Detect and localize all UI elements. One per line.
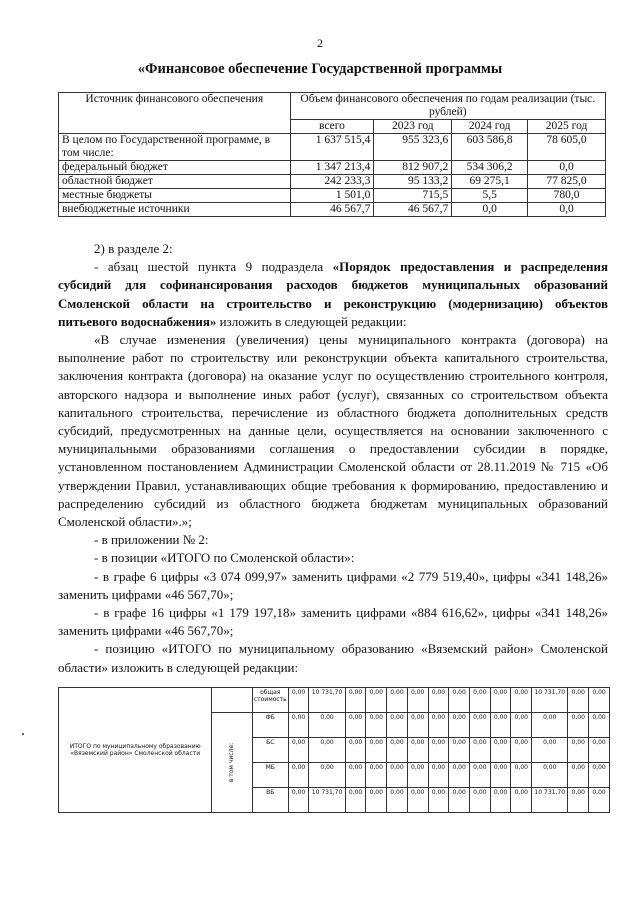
cell-value: 77 825,0 bbox=[528, 175, 606, 189]
table-row bbox=[59, 688, 610, 713]
cell-value: 0,0 bbox=[452, 203, 528, 217]
funding-type: ФБ bbox=[252, 713, 288, 738]
cell-value: 0,00 bbox=[490, 763, 511, 788]
funding-type: МБ bbox=[252, 763, 288, 788]
cell-value: 0,00 bbox=[345, 788, 366, 813]
column-header: всего bbox=[290, 120, 374, 134]
paragraph-new-text: «В случае изменения (увеличения) цены муниципального контракта (договора) на выполнение работ по строительству или реконструкции объекта капитального строительства, заключения контракта (договора) на оказание услуг по осуществлению строительного контроля, авторского надзора и выполнение иных работ (услуг), связанных со строительством объекта капитального строительства, перечисление из областного бюджета дополнительных средств субсидий, предусмотренных на данные цели, осуществляется на основании заключенного с муниципальными образованиями соглашения о предоставлении субсидии в порядке, установленном постановлением Администрации Смоленской области от 28.11.2019 № 715 «Об утверждении Правил, устанавливающих общие требования к формированию, предоставлению и распределению субсидий из областного бюджета бюджетам муниципальных образований Смоленской области».»; bbox=[58, 332, 608, 530]
cell-value: 0,00 bbox=[387, 738, 408, 763]
cell-value: 0,00 bbox=[532, 738, 568, 763]
cell-value: 0,00 bbox=[490, 788, 511, 813]
cell-value: 0,00 bbox=[345, 713, 366, 738]
row-label: ИТОГО по муниципальному образованию «Вяземский район» Смоленской области bbox=[59, 688, 212, 813]
row-label: местные бюджеты bbox=[59, 189, 291, 203]
cell-value: 0,00 bbox=[511, 788, 532, 813]
column-header: 2025 год bbox=[528, 120, 606, 134]
cell-value: 1 637 515,4 bbox=[290, 134, 374, 161]
cell-value: 0,00 bbox=[589, 713, 610, 738]
cell-value: 0,00 bbox=[407, 713, 428, 738]
cell-value: 715,5 bbox=[374, 189, 452, 203]
funding-type: ВБ bbox=[252, 788, 288, 813]
cell-value: 0,00 bbox=[568, 763, 589, 788]
cell-value: 0,00 bbox=[288, 738, 309, 763]
cell-value: 0,00 bbox=[309, 738, 345, 763]
cell-value: 0,00 bbox=[568, 788, 589, 813]
cell-value: 0,00 bbox=[469, 788, 490, 813]
cell-value: 95 133,2 bbox=[374, 175, 452, 189]
paragraph-column-16: - в графе 16 цифры «1 179 197,18» заменить цифрами «884 616,62», цифры «341 148,26» заменить цифрами «46 567,70»; bbox=[58, 605, 608, 639]
cell-value: 0,00 bbox=[309, 763, 345, 788]
cell-value: 0,00 bbox=[288, 763, 309, 788]
amendment-tail: изложить в следующей редакции: bbox=[216, 313, 407, 329]
cell-value: 0,00 bbox=[288, 788, 309, 813]
column-header: 2023 год bbox=[374, 120, 452, 134]
subsection-title: «Порядок предоставления и распределения субсидий для софинансирования расходов бюджетов муниципальных образований Смоленской области на строительство и реконструкцию (модернизацию) объектов питьевого водоснабжения» bbox=[58, 259, 608, 329]
cell-value: 0,00 bbox=[428, 738, 449, 763]
cell-value: 0,00 bbox=[366, 788, 387, 813]
cell-value: 812 907,2 bbox=[374, 161, 452, 175]
cell-value: 0,00 bbox=[532, 713, 568, 738]
column-header: 2024 год bbox=[452, 120, 528, 134]
cell-value: 0,00 bbox=[366, 713, 387, 738]
cell-value: 0,00 bbox=[387, 713, 408, 738]
paragraph-item2: 2) в разделе 2: bbox=[94, 241, 173, 256]
cell-value: 0,00 bbox=[345, 763, 366, 788]
cell-value: 0,00 bbox=[428, 763, 449, 788]
cell-value: 0,00 bbox=[511, 713, 532, 738]
cell-value: 0,00 bbox=[428, 713, 449, 738]
cell-value: 0,00 bbox=[490, 688, 511, 713]
cell-value: 0,00 bbox=[568, 738, 589, 763]
paragraph-column-6: - в графе 6 цифры «3 074 099,97» заменить цифрами «2 779 519,40», цифры «341 148,26» заменить цифрами «46 567,70»; bbox=[58, 568, 608, 602]
cell-value: 0,00 bbox=[288, 713, 309, 738]
cell-value: 0,00 bbox=[309, 713, 345, 738]
cell-value: 78 605,0 bbox=[528, 134, 606, 161]
cell-value: 46 567,7 bbox=[374, 203, 452, 217]
cell-value: 0,00 bbox=[345, 738, 366, 763]
cell-value: 0,00 bbox=[428, 688, 449, 713]
cell-value: 0,00 bbox=[449, 713, 470, 738]
header-source: Источник финансового обеспечения bbox=[59, 93, 291, 134]
cell-value: 0,00 bbox=[387, 788, 408, 813]
cell-value: 0,00 bbox=[407, 738, 428, 763]
row-label: внебюджетные источники bbox=[59, 203, 291, 217]
cell-value: 10 731,70 bbox=[532, 688, 568, 713]
cell-value: 0,00 bbox=[366, 763, 387, 788]
paragraph-position: - в позиции «ИТОГО по Смоленской области»: bbox=[94, 550, 355, 566]
cell-value: 603 586,8 bbox=[452, 134, 528, 161]
cell-value: 0,00 bbox=[511, 688, 532, 713]
row-label: областной бюджет bbox=[59, 175, 291, 189]
cell-value: 0,00 bbox=[449, 788, 470, 813]
cell-value: 5,5 bbox=[452, 189, 528, 203]
cell-value: 0,00 bbox=[532, 763, 568, 788]
cell-value: 0,00 bbox=[568, 713, 589, 738]
cell-value: 1 347 213,4 bbox=[290, 161, 374, 175]
scan-dot bbox=[22, 733, 24, 735]
cell-value: 0,00 bbox=[387, 688, 408, 713]
header-volume: Объем финансового обеспечения по годам реализации (тыс. рублей) bbox=[290, 93, 605, 120]
cell-value: 0,00 bbox=[407, 788, 428, 813]
cell-value: 46 567,7 bbox=[290, 203, 374, 217]
cell-value: 0,00 bbox=[589, 788, 610, 813]
amendment-lead: - абзац шестой пункта 9 подраздела bbox=[94, 259, 333, 275]
cell-value: 955 323,6 bbox=[374, 134, 452, 161]
finance-table bbox=[58, 92, 606, 217]
table-row bbox=[59, 161, 606, 175]
cell-value: 0,0 bbox=[528, 203, 606, 217]
funding-type: БС bbox=[252, 738, 288, 763]
cell-value: 0,00 bbox=[511, 763, 532, 788]
row-label: федеральный бюджет bbox=[59, 161, 291, 175]
cell-value: 10 731,70 bbox=[309, 688, 345, 713]
cell-value: 0,00 bbox=[387, 763, 408, 788]
cell-value: 242 233,3 bbox=[290, 175, 374, 189]
page-number: 2 bbox=[317, 36, 323, 50]
cell-value: 0,00 bbox=[407, 688, 428, 713]
cell-value: 0,00 bbox=[407, 763, 428, 788]
cell-value: 0,0 bbox=[528, 161, 606, 175]
cell-value: 0,00 bbox=[511, 738, 532, 763]
cell-value: 0,00 bbox=[345, 688, 366, 713]
cell-value: 0,00 bbox=[449, 763, 470, 788]
table-row bbox=[59, 189, 606, 203]
funding-type: общая стоимость bbox=[252, 688, 288, 713]
paragraph-amendment bbox=[58, 258, 608, 331]
cell-value: 0,00 bbox=[428, 788, 449, 813]
vyazma-subtable bbox=[58, 687, 610, 813]
cell-value: 0,00 bbox=[366, 688, 387, 713]
cell-value: 1 501,0 bbox=[290, 189, 374, 203]
cell-value: 0,00 bbox=[589, 763, 610, 788]
cell-value: 10 731,70 bbox=[532, 788, 568, 813]
cell-value: 534 306,2 bbox=[452, 161, 528, 175]
paragraph-vyazma: - позицию «ИТОГО по муниципальному образованию «Вяземский район» Смоленской области» изложить в следующей редакции: bbox=[58, 641, 608, 675]
table-row bbox=[59, 203, 606, 217]
vertical-label: в том числе: bbox=[212, 713, 252, 813]
cell-value: 0,00 bbox=[366, 738, 387, 763]
cell-value: 0,00 bbox=[449, 688, 470, 713]
cell-value: 0,00 bbox=[469, 738, 490, 763]
cell-value: 0,00 bbox=[490, 713, 511, 738]
finance-table-header bbox=[59, 93, 606, 120]
cell-value: 0,00 bbox=[589, 738, 610, 763]
cell-value: 0,00 bbox=[469, 763, 490, 788]
table-row bbox=[59, 175, 606, 189]
cell-value: 0,00 bbox=[449, 738, 470, 763]
cell-value: 780,0 bbox=[528, 189, 606, 203]
cell-value: 0,00 bbox=[288, 688, 309, 713]
section-heading: «Финансовое обеспечение Государственной программы bbox=[137, 61, 503, 77]
table-row bbox=[59, 134, 606, 161]
cell-value: 0,00 bbox=[469, 713, 490, 738]
cell-value: 0,00 bbox=[469, 688, 490, 713]
cell-value: 10 731,70 bbox=[309, 788, 345, 813]
paragraph-appendix: - в приложении № 2: bbox=[94, 532, 209, 548]
cell-value: 0,00 bbox=[568, 688, 589, 713]
cell-value: 0,00 bbox=[490, 738, 511, 763]
row-label: В целом по Государственной программе, в том числе: bbox=[59, 134, 291, 161]
cell-value: 69 275,1 bbox=[452, 175, 528, 189]
cell-value: 0,00 bbox=[589, 688, 610, 713]
document-body bbox=[58, 240, 608, 677]
